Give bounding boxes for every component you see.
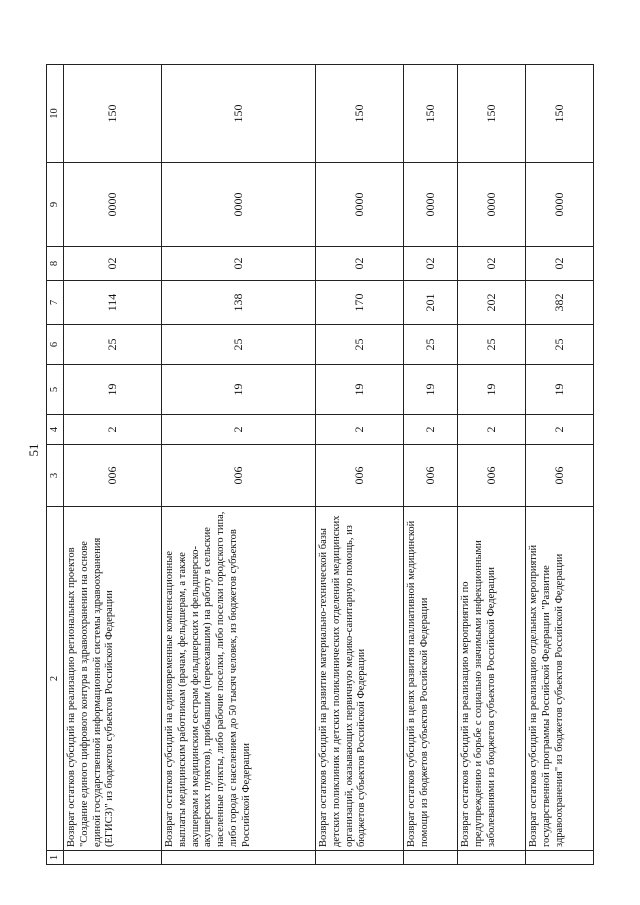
code-cell: 0000 — [64, 163, 162, 247]
admin-code-cell: 006 — [316, 445, 404, 507]
code-cell: 201 — [404, 281, 458, 325]
code-cell: 0000 — [316, 163, 404, 247]
column-header: 10 — [47, 65, 64, 163]
admin-code-cell: 006 — [64, 445, 162, 507]
code-cell: 25 — [64, 325, 162, 365]
code-cell: 02 — [404, 247, 458, 281]
code-cell: 19 — [526, 365, 594, 415]
code-cell: 114 — [64, 281, 162, 325]
code-cell: 150 — [526, 65, 594, 163]
table-header-row — [47, 65, 64, 865]
code-cell: 19 — [64, 365, 162, 415]
code-cell: 2 — [404, 415, 458, 445]
column-header: 7 — [47, 281, 64, 325]
table-row — [64, 65, 162, 865]
column-header: 8 — [47, 247, 64, 281]
revenue-name-cell: Возврат остатков субсидий на реализацию региональных проектов "Создание единого цифрового контура в здравоохранении на основе единой государственной информационной системы здравоохранения (ЕГИСЗ)" из бюджетов субъектов Российской Федерации — [64, 507, 162, 851]
code-cell: 25 — [458, 325, 526, 365]
row-number-cell — [162, 851, 316, 865]
row-number-cell — [458, 851, 526, 865]
row-number-cell — [64, 851, 162, 865]
code-cell: 02 — [162, 247, 316, 281]
budget-codes-table — [46, 64, 594, 865]
column-header: 2 — [47, 507, 64, 851]
table-row — [316, 65, 404, 865]
code-cell: 202 — [458, 281, 526, 325]
code-cell: 150 — [162, 65, 316, 163]
code-cell: 150 — [64, 65, 162, 163]
table-row — [526, 65, 594, 865]
code-cell: 150 — [404, 65, 458, 163]
code-cell: 138 — [162, 281, 316, 325]
column-header: 5 — [47, 365, 64, 415]
code-cell: 0000 — [162, 163, 316, 247]
revenue-name-cell: Возврат остатков субсидий в целях развития паллиативной медицинской помощи из бюджетов субъектов Российской Федерации — [404, 507, 458, 851]
code-cell: 0000 — [458, 163, 526, 247]
column-header: 1 — [47, 851, 64, 865]
table-row — [458, 65, 526, 865]
column-header: 4 — [47, 415, 64, 445]
revenue-name-cell: Возврат остатков субсидий на развитие материально-технической базы детских поликлиник и детских поликлинических отделений медицинских организаций, оказывающих первичную медико-санитарную помощь, из бюджетов субъектов Российской Федерации — [316, 507, 404, 851]
code-cell: 2 — [526, 415, 594, 445]
code-cell: 150 — [458, 65, 526, 163]
column-header: 9 — [47, 163, 64, 247]
code-cell: 0000 — [404, 163, 458, 247]
admin-code-cell: 006 — [526, 445, 594, 507]
column-header: 3 — [47, 445, 64, 507]
code-cell: 2 — [458, 415, 526, 445]
code-cell: 0000 — [526, 163, 594, 247]
admin-code-cell: 006 — [162, 445, 316, 507]
revenue-name-cell: Возврат остатков субсидий на единовременные компенсационные выплаты медицинским работникам (врачам, фельдшерам, а также акушеркам и медицинским сестрам фельдшерских и фельдшерско-акушерских пунктов), прибывшим (переехавшим) на работу в сельские населенные пункты, либо рабочие поселки, либо поселки городского типа, либо города с населением до 50 тысяч человек, из бюджетов субъектов Российской Федерации — [162, 507, 316, 851]
admin-code-cell: 006 — [458, 445, 526, 507]
code-cell: 150 — [316, 65, 404, 163]
code-cell: 19 — [162, 365, 316, 415]
column-header: 6 — [47, 325, 64, 365]
code-cell: 25 — [316, 325, 404, 365]
table-row — [162, 65, 316, 865]
page-number: 51 — [26, 443, 41, 457]
table-row — [404, 65, 458, 865]
admin-code-cell: 006 — [404, 445, 458, 507]
code-cell: 19 — [458, 365, 526, 415]
revenue-name-cell: Возврат остатков субсидий на реализацию отдельных мероприятий государственной программы Российской Федерации "Развитие здравоохранения" из бюджетов субъектов Российской Федерации — [526, 507, 594, 851]
code-cell: 02 — [458, 247, 526, 281]
code-cell: 382 — [526, 281, 594, 325]
row-number-cell — [316, 851, 404, 865]
row-number-cell — [526, 851, 594, 865]
code-cell: 2 — [64, 415, 162, 445]
code-cell: 2 — [162, 415, 316, 445]
code-cell: 25 — [162, 325, 316, 365]
code-cell: 02 — [64, 247, 162, 281]
code-cell: 02 — [526, 247, 594, 281]
row-number-cell — [404, 851, 458, 865]
code-cell: 02 — [316, 247, 404, 281]
code-cell: 2 — [316, 415, 404, 445]
code-cell: 19 — [404, 365, 458, 415]
code-cell: 25 — [526, 325, 594, 365]
code-cell: 19 — [316, 365, 404, 415]
code-cell: 170 — [316, 281, 404, 325]
revenue-name-cell: Возврат остатков субсидий на реализацию мероприятий по предупреждению и борьбе с социально значимыми инфекционными заболеваниями из бюджетов субъектов Российской Федерации — [458, 507, 526, 851]
code-cell: 25 — [404, 325, 458, 365]
